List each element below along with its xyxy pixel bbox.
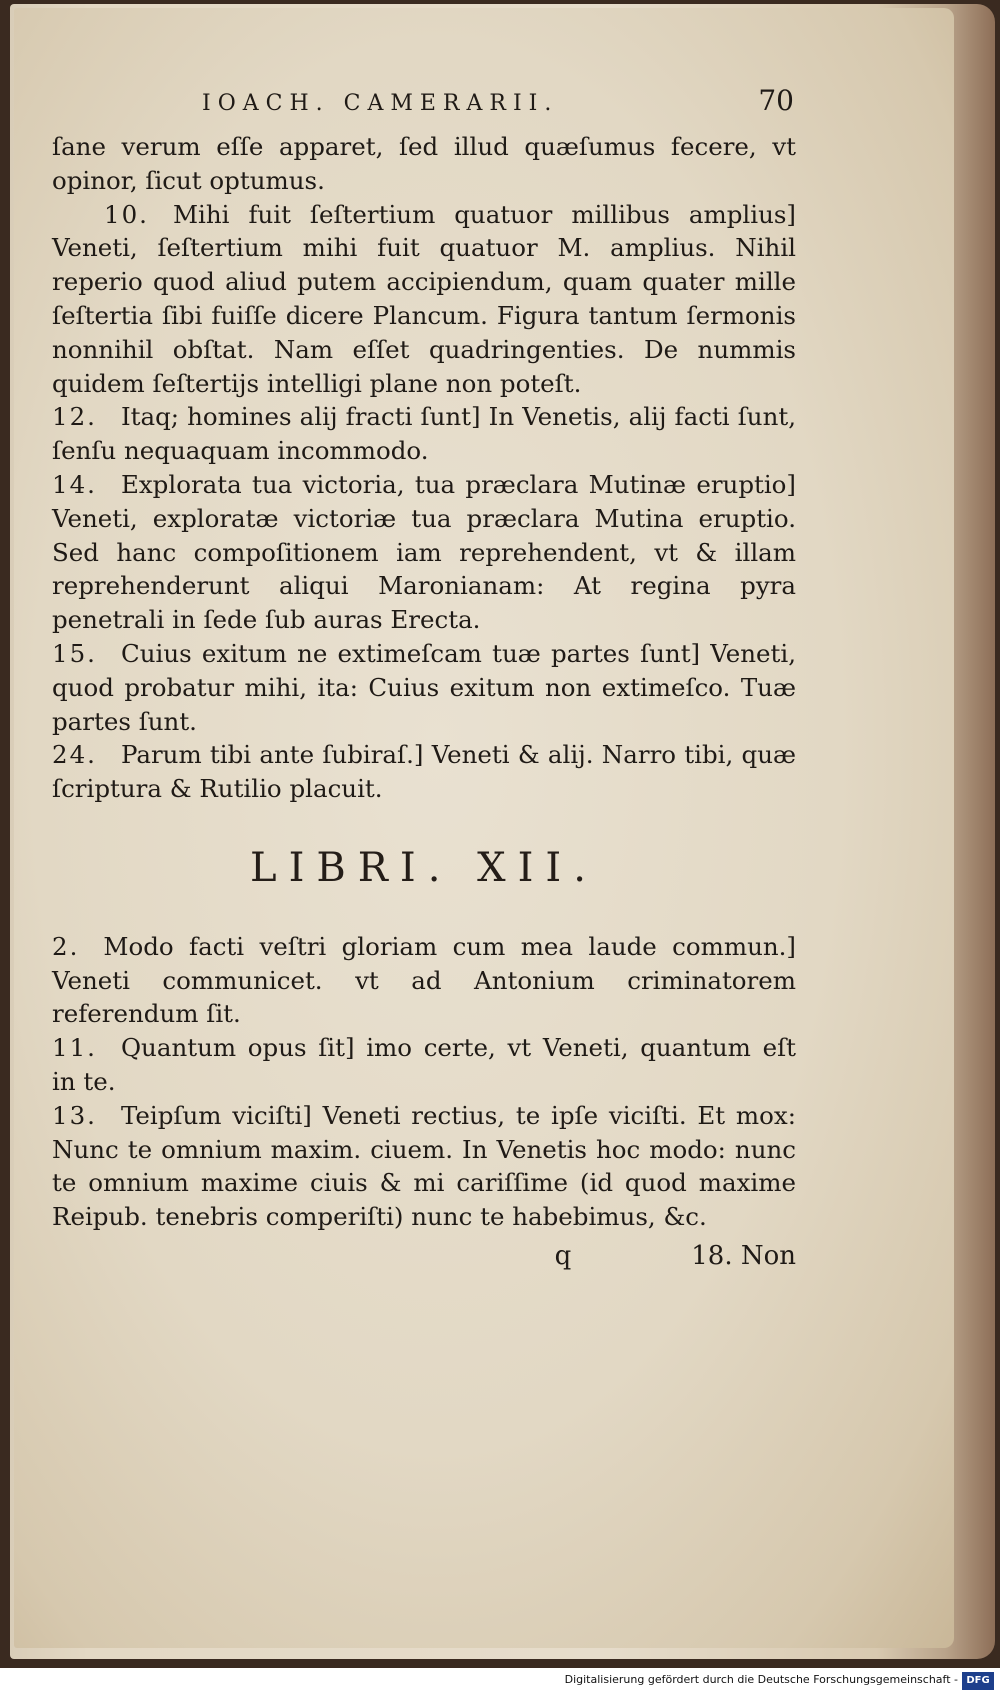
- note-text: Modo facti veſtri gloriam cum mea laude commun.] Veneti communicet. vt ad Antonium criminatorem referendum ſit.: [52, 931, 796, 1029]
- note-24: [52, 738, 796, 806]
- note-12: [52, 400, 796, 468]
- note-text: Cuius exitum ne extimeſcam tuæ partes ſunt] Veneti, quod probatur mihi, ita: Cuius exitum non extimeſco. Tuæ partes ſunt.: [52, 638, 796, 736]
- note-number: 2.: [52, 931, 80, 961]
- note-13: [52, 1099, 796, 1234]
- note-text: Itaq; homines alij fracti ſunt] In Venetis, alij facti ſunt, ſenſu nequaquam incommodo.: [52, 402, 796, 466]
- note-text: Quantum opus ſit] imo certe, vt Veneti, quantum eſt in te.: [52, 1033, 796, 1096]
- signature-mark: q: [554, 1240, 572, 1271]
- note-10: [52, 198, 796, 401]
- catchline: [52, 1240, 796, 1274]
- page-number: 70: [758, 84, 794, 117]
- running-head: [52, 84, 796, 130]
- note-number: 24.: [52, 740, 97, 770]
- section-heading: LIBRI. XII.: [250, 844, 598, 891]
- funding-credit: Digitalisierung gefördert durch die Deutsche Forschungsgemeinschaft -: [564, 1673, 958, 1686]
- note-text: Explorata tua victoria, tua præclara Mutinæ eruptio] Veneti, exploratæ victoriæ tua præclara Mutina eruptio. Sed hanc compoſitionem iam reprehendent, vt & illam reprehenderunt aliqui Maronianam: At regina pyra penetrali in ſede ſub auras Erecta.: [52, 469, 796, 635]
- dfg-logo-icon: DFG: [962, 1672, 994, 1690]
- note-11: [52, 1031, 796, 1099]
- note-continuation: [52, 130, 796, 198]
- note-15: [52, 637, 796, 738]
- note-text: ſane verum eſſe apparet, ſed illud quæſumus fecere, vt opinor, ſicut optumus.: [52, 132, 796, 195]
- catchword: 18. Non: [691, 1240, 796, 1271]
- note-number: 10.: [104, 199, 149, 229]
- note-text: Mihi fuit ſeſtertium quatuor millibus amplius] Veneti, ſeſtertium mihi fuit quatuor M. amplius. Nihil reperio quod aliud putem accipiendum, quam quater mille ſeſtertia ſibi fuiſſe dicere Plancum. Figura tantum ſermonis nonnihil obſtat. Nam eſſet quadringenties. De nummis quidem ſeſtertijs intelligi plane non poteſt.: [52, 199, 796, 398]
- note-text: Teipſum viciſti] Veneti rectius, te ipſe viciſti. Et mox: Nunc te omnium maxim. ciuem. In Venetis hoc modo: nunc te omnium maxime ciuis & mi cariſſime (id quod maxime Reipub. tenebris comperiſti) nunc te habebimus, &c.: [52, 1100, 796, 1232]
- page-text: [52, 84, 796, 1274]
- note-number: 14.: [52, 469, 97, 499]
- note-number: 13.: [52, 1100, 97, 1130]
- note-14: [52, 468, 796, 637]
- running-title: IOACH. CAMERARII.: [202, 91, 559, 116]
- note-number: 12.: [52, 402, 97, 432]
- note-number: 15.: [52, 638, 97, 668]
- note-text: Parum tibi ante ſubiraſ.] Veneti & alij. Narro tibi, quæ ſcriptura & Rutilio placuit.: [52, 740, 796, 804]
- note-number: 11.: [52, 1033, 97, 1063]
- note-2: [52, 930, 796, 1031]
- footer-bar: [0, 1668, 1000, 1697]
